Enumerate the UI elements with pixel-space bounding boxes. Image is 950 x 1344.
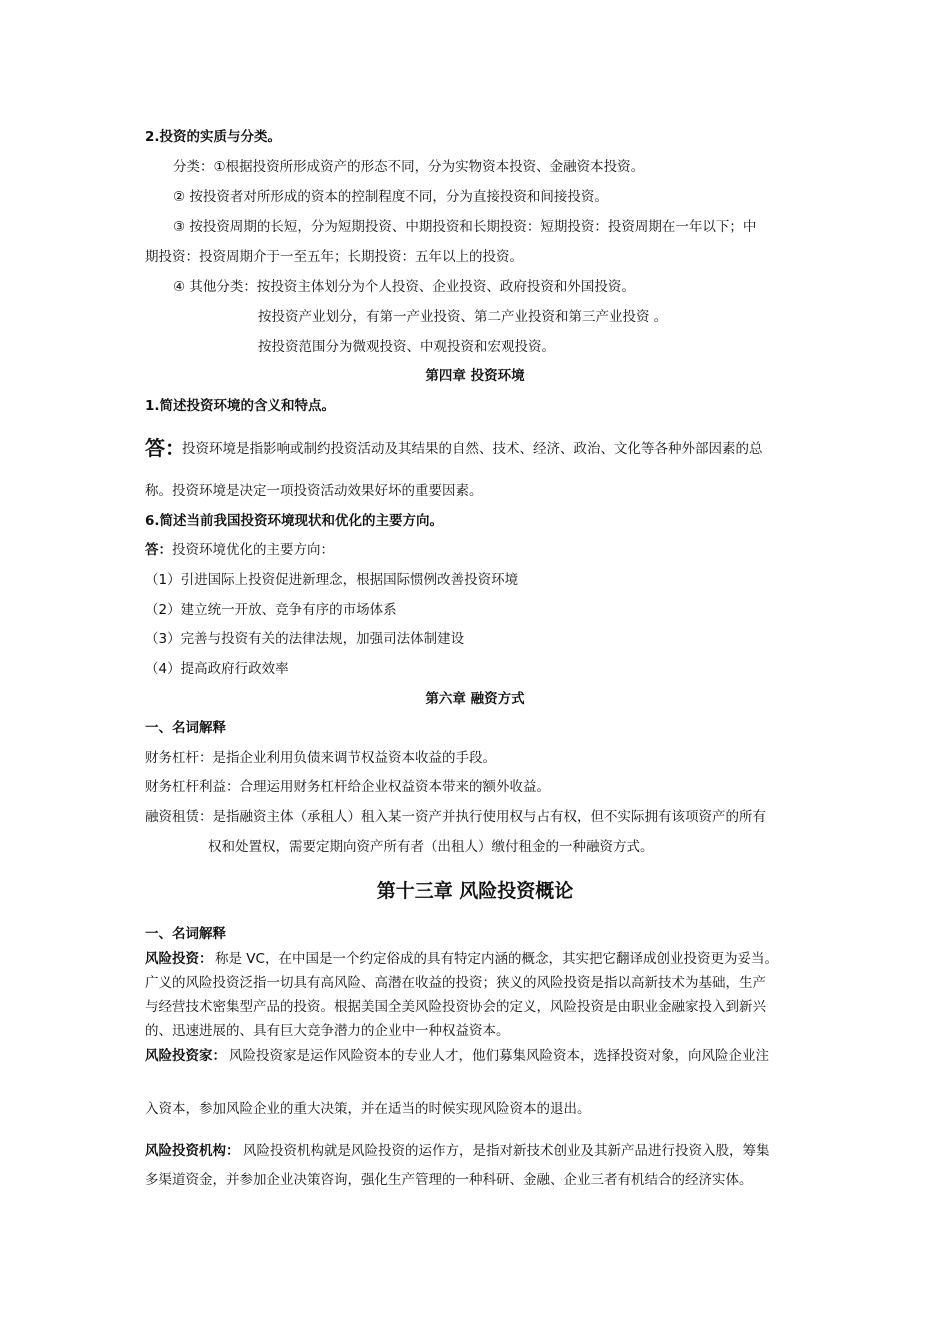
paragraph-line: 投资环境优化的主要方向： <box>172 542 334 558</box>
paragraph-line: 入资本，参加风险企业的重大决策，并在适当的时候实现风险资本的退出。 <box>145 1101 591 1117</box>
paragraph-line: 称是 VC，在中国是一个约定俗成的具有特定内涵的概念，其实把它翻译成创业投资更为妥当。 <box>215 951 778 967</box>
paragraph-line: 按投资产业划分，有第一产业投资、第二产业投资和第三产业投资 。 <box>258 309 668 325</box>
section-heading: 一、名词解释 <box>145 926 226 942</box>
paragraph-line: 投资环境是指影响或制约投资活动及其结果的自然、技术、经济、政治、文化等各种外部因素的总 <box>182 441 763 457</box>
term-definition: 融资租赁：是指融资主体（承租人）租入某一资产并执行使用权与占有权，但不实际拥有该项资产的所有 <box>145 809 766 825</box>
section-heading: 一、名词解释 <box>145 720 226 736</box>
term-definition: 财务杠杆利益：合理运用财务杠杆给企业权益资本带来的额外收益。 <box>145 779 550 795</box>
paragraph-line: 期投资：投资周期介于一至五年；长期投资：五年以上的投资。 <box>145 249 523 265</box>
paragraph-line: 称。投资环境是决定一项投资活动效果好坏的重要因素。 <box>145 483 483 499</box>
paragraph-line: ③ 按投资周期的长短，分为短期投资、中期投资和长期投资：短期投资：投资周期在一年以下；中 <box>173 219 757 235</box>
paragraph-line: 按投资范围分为微观投资、中观投资和宏观投资。 <box>258 339 555 355</box>
question-heading: 2.投资的实质与分类。 <box>145 129 282 145</box>
paragraph-line: 与经营技术密集型产品的投资。根据美国全美风险投资协会的定义，风险投资是由职业金融家投入到新兴 <box>145 999 766 1015</box>
term-definition: 财务杠杆：是指企业利用负债来调节权益资本收益的手段。 <box>145 750 496 766</box>
list-item: （3）完善与投资有关的法律法规，加强司法体制建设 <box>145 631 465 647</box>
term-label: 风险投资家： <box>145 1048 226 1064</box>
list-item: （4）提高政府行政效率 <box>145 661 289 677</box>
paragraph-line: 的、迅速进展的、具有巨大竞争潜力的企业中一种权益资本。 <box>145 1023 510 1039</box>
paragraph-line: ④ 其他分类：按投资主体划分为个人投资、企业投资、政府投资和外国投资。 <box>173 279 635 295</box>
paragraph-line: 多渠道资金，并参加企业决策咨询，强化生产管理的一种科研、金融、企业三者有机结合的经济实体。 <box>145 1172 753 1188</box>
paragraph-line: 分类：①根据投资所形成资产的形态不同，分为实物资本投资、金融资本投资。 <box>173 159 645 175</box>
term-label: 风险投资机构： <box>145 1143 240 1159</box>
term-label: 风险投资： <box>145 951 213 967</box>
question-heading: 1.简述投资环境的含义和特点。 <box>145 398 336 414</box>
paragraph-line: ② 按投资者对所形成的资本的控制程度不同，分为直接投资和间接投资。 <box>173 189 608 205</box>
chapter-title: 第四章 投资环境 <box>425 368 525 384</box>
paragraph-line: 权和处置权，需要定期向资产所有者（出租人）缴付租金的一种融资方式。 <box>208 839 654 855</box>
paragraph-line: 风险投资机构就是风险投资的运作方，是指对新技术创业及其新产品进行投资入股，筹集 <box>243 1143 770 1159</box>
answer-label: 答： <box>145 436 185 460</box>
question-heading: 6.简述当前我国投资环境现状和优化的主要方向。 <box>145 513 444 529</box>
chapter-title-large: 第十三章 风险投资概论 <box>376 880 574 902</box>
paragraph-line: 广义的风险投资泛指一切具有高风险、高潜在收益的投资；狭义的风险投资是指以高新技术为基础，生产 <box>145 975 766 991</box>
list-item: （2）建立统一开放、竞争有序的市场体系 <box>145 602 397 618</box>
answer-label: 答： <box>145 542 172 558</box>
chapter-title: 第六章 融资方式 <box>425 691 525 707</box>
list-item: （1）引进国际上投资促进新理念，根据国际惯例改善投资环境 <box>145 572 519 588</box>
paragraph-line: 风险投资家是运作风险资本的专业人才，他们募集风险资本，选择投资对象，向风险企业注 <box>229 1048 769 1064</box>
